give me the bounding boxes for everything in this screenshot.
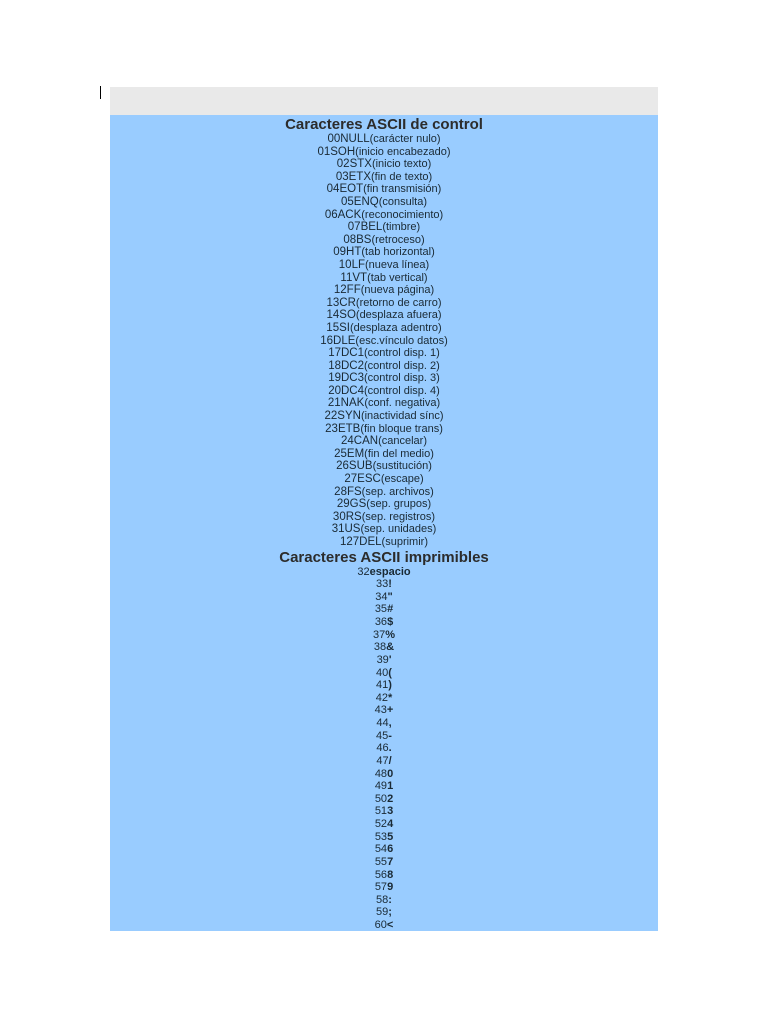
printable-char-code: 45 [376,729,389,742]
printable-char-code: 50 [374,792,388,805]
printable-char-code: 44 [376,717,389,730]
control-char-code: 28 [334,485,347,498]
control-char-row [110,259,658,272]
printable-char-glyph: ! [388,578,392,591]
control-char-abbr: EM [346,447,365,460]
printable-char-code: 32 [357,565,370,578]
control-char-desc: (fin de texto) [371,170,433,183]
control-char-desc: (esc.vínculo datos) [355,334,448,347]
control-char-code: 10 [338,258,352,271]
control-char-abbr: NULL [340,133,370,145]
control-char-code: 03 [335,170,349,183]
printable-char-glyph: ; [388,906,392,919]
printable-section-title: Caracteres ASCII imprimibles [279,548,489,566]
control-char-code: 22 [324,410,338,423]
control-char-row [110,460,658,473]
control-char-desc: (desplaza afuera) [355,309,442,322]
printable-char-code: 33 [376,578,389,591]
printable-char-glyph: 2 [387,792,394,805]
control-char-abbr: DC1 [340,347,364,360]
control-char-desc: (nueva línea) [365,258,430,271]
control-char-abbr: CAN [353,435,379,448]
control-char-abbr: ESC [357,473,381,486]
control-char-row [110,146,658,159]
control-char-desc: (retroceso) [371,233,425,246]
control-char-desc: (nueva página) [360,284,435,297]
printable-char-glyph: 6 [387,843,394,856]
control-char-abbr: GS [349,498,367,511]
control-char-abbr: BS [356,233,372,246]
control-char-abbr: SYN [337,410,361,423]
printable-char-glyph: , [388,717,392,730]
control-char-code: 11 [340,271,353,284]
control-char-row [110,221,658,234]
printable-char-row [110,780,658,793]
control-char-abbr: LF [351,258,365,271]
printable-char-row [110,742,658,755]
control-char-desc: (fin bloque trans) [360,422,443,435]
printable-char-row [110,793,658,806]
printable-char-code: 59 [376,906,389,919]
control-char-code: 19 [328,372,341,385]
printable-char-glyph: " [387,590,393,603]
control-char-abbr: FS [346,485,362,498]
printable-char-code: 41 [376,679,389,692]
control-char-code: 25 [334,447,347,460]
printable-char-glyph: # [387,603,394,616]
printable-char-row [110,578,658,591]
printable-char-row [110,869,658,882]
control-char-row [110,158,658,171]
printable-char-code: 56 [374,868,388,881]
printable-char-glyph: * [387,691,393,704]
control-char-row [110,523,658,536]
printable-char-glyph: 7 [387,855,394,868]
ascii-table [110,115,658,931]
printable-char-row [110,881,658,894]
control-char-row [110,309,658,322]
printable-char-glyph: / [388,754,392,767]
printable-char-row [110,906,658,919]
printable-char-glyph: 5 [387,830,394,843]
control-char-desc: (consulta) [378,195,427,208]
printable-char-row [110,616,658,629]
printable-char-glyph: ( [388,666,392,679]
control-char-abbr: SI [339,321,350,334]
control-char-code: 17 [328,347,341,360]
control-char-row [110,284,658,297]
printable-char-code: 43 [374,704,387,717]
control-char-row [110,196,658,209]
printable-char-row [110,566,658,579]
control-char-code: 00 [327,133,341,145]
printable-char-row [110,629,658,642]
printable-char-glyph: 1 [387,780,394,793]
printable-char-code: 57 [374,881,388,894]
control-char-row [110,297,658,310]
control-char-abbr: BEL [360,221,383,234]
control-char-row [110,486,658,499]
printable-char-glyph: 9 [387,881,394,894]
printable-char-glyph: . [388,742,392,755]
control-char-row [110,498,658,511]
control-char-code: 01 [317,145,331,158]
control-char-desc: (sep. registros) [361,510,436,523]
printable-char-glyph: : [388,893,392,906]
control-char-abbr: SO [339,309,356,322]
printable-char-glyph: 0 [387,767,394,780]
control-char-code: 12 [333,284,347,297]
printable-char-glyph: $ [387,616,394,629]
control-char-desc: (fin transmisión) [363,183,442,196]
control-char-row [110,246,658,259]
control-char-code: 14 [326,309,340,322]
printable-char-code: 36 [374,616,388,629]
control-char-row [110,209,658,222]
control-char-abbr: ETB [337,422,361,435]
printable-char-code: 55 [374,855,388,868]
printable-char-row [110,603,658,616]
control-char-row [110,397,658,410]
control-char-abbr: ACK [337,208,362,221]
control-char-row [110,410,658,423]
control-char-abbr: US [344,523,361,536]
control-char-desc: (retorno de carro) [355,296,442,309]
control-char-row [110,385,658,398]
printable-char-row [110,591,658,604]
control-char-code: 05 [340,195,354,208]
printable-char-row [110,641,658,654]
text-cursor [100,86,101,99]
control-char-abbr: HT [346,246,362,259]
control-char-row [110,448,658,461]
printable-char-glyph: ' [388,653,392,666]
printable-char-code: 51 [374,805,388,818]
control-char-abbr: DEL [359,536,382,548]
control-section-title: Caracteres ASCII de control [285,116,483,133]
control-char-code: 06 [324,208,338,221]
printable-char-row [110,717,658,730]
printable-char-code: 35 [374,603,388,616]
control-char-desc: (cancelar) [378,435,427,448]
printable-char-glyph: ) [388,679,392,692]
printable-char-row [110,692,658,705]
printable-char-row [110,919,658,931]
control-char-desc: (timbre) [382,221,421,234]
control-char-desc: (escape) [380,473,424,486]
control-char-abbr: NAK [340,397,365,410]
control-char-desc: (inicio texto) [371,158,432,171]
control-char-row [110,536,658,549]
printable-char-row [110,667,658,680]
printable-char-code: 39 [376,653,389,666]
control-char-abbr: DC2 [340,359,364,372]
control-char-abbr: DC3 [340,372,364,385]
control-char-code: 13 [326,296,340,309]
control-char-row [110,360,658,373]
control-char-desc: (sep. unidades) [360,523,437,536]
control-char-desc: (conf. negativa) [364,397,441,410]
printable-char-glyph: 3 [387,805,394,818]
printable-char-glyph: < [386,919,394,931]
printable-char-row [110,768,658,781]
control-char-row [110,372,658,385]
printable-char-code: 54 [374,843,388,856]
control-char-desc: (control disp. 2) [364,359,440,372]
printable-char-row [110,654,658,667]
control-char-abbr: STX [349,158,372,171]
control-char-code: 23 [325,422,338,435]
printable-char-row [110,831,658,844]
control-char-desc: (control disp. 3) [364,372,440,385]
control-char-desc: (desplaza adentro) [349,321,442,334]
printable-char-glyph: - [388,729,392,742]
control-char-list [110,133,658,549]
control-char-desc: (sep. grupos) [366,498,432,511]
printable-char-code: 37 [372,628,386,641]
printable-char-code: 52 [374,818,388,831]
printable-char-glyph: + [386,704,394,717]
control-char-code: 15 [326,321,340,334]
control-char-row [110,272,658,285]
printable-char-code: 34 [375,590,388,603]
printable-char-row [110,856,658,869]
control-char-abbr: DLE [333,334,356,347]
control-char-abbr: FF [346,284,361,297]
control-char-code: 18 [328,359,341,372]
control-char-code: 21 [327,397,341,410]
control-char-desc: (sep. archivos) [361,485,434,498]
control-char-abbr: VT [352,271,368,284]
printable-char-code: 49 [374,780,388,793]
control-char-code: 08 [343,233,357,246]
control-char-code: 04 [326,183,340,196]
control-char-code: 30 [332,510,346,523]
control-char-code: 24 [341,435,354,448]
control-char-row [110,423,658,436]
printable-char-glyph: 4 [387,818,394,831]
printable-char-glyph: & [386,641,395,654]
control-char-desc: (tab horizontal) [361,246,435,259]
printable-char-code: 46 [376,742,389,755]
printable-char-code: 40 [376,666,389,679]
control-char-abbr: RS [345,510,362,523]
control-char-code: 07 [347,221,361,234]
control-char-desc: (tab vertical) [367,271,428,284]
control-char-desc: (inactividad sínc) [360,410,444,423]
control-char-code: 127 [339,536,360,548]
control-char-desc: (fin del medio) [364,447,434,460]
control-char-desc: (sustitución) [372,460,432,473]
control-char-row [110,183,658,196]
printable-char-code: 38 [373,641,387,654]
control-char-row [110,322,658,335]
control-char-desc: (control disp. 4) [364,384,440,397]
printable-char-row [110,894,658,907]
printable-char-glyph: % [385,628,396,641]
control-char-row [110,435,658,448]
printable-char-row [110,818,658,831]
printable-char-code: 47 [376,754,389,767]
control-char-abbr: EOT [339,183,364,196]
control-char-desc: (reconocimiento) [361,208,444,221]
control-char-row [110,171,658,184]
control-char-row [110,473,658,486]
control-char-code: 02 [336,158,350,171]
printable-char-row [110,805,658,818]
control-char-desc: (inicio encabezado) [355,145,451,158]
control-char-code: 16 [320,334,334,347]
control-char-row [110,234,658,247]
control-char-abbr: ETX [348,170,372,183]
control-char-code: 09 [333,246,347,259]
control-char-desc: (suprimir) [381,536,428,548]
control-char-code: 20 [328,384,341,397]
control-char-row [110,511,658,524]
control-char-code: 31 [331,523,345,536]
printable-char-code: 58 [376,893,389,906]
printable-char-glyph: 8 [387,868,394,881]
control-char-abbr: ENQ [353,195,379,208]
control-char-desc: (carácter nulo) [369,133,441,145]
printable-char-code: 53 [374,830,388,843]
control-char-code: 29 [336,498,350,511]
printable-char-code: 48 [374,767,388,780]
header-bar [110,87,658,115]
control-char-code: 26 [336,460,349,473]
printable-char-row [110,843,658,856]
printable-char-row [110,679,658,692]
printable-char-list [110,566,658,931]
control-char-row [110,347,658,360]
control-char-row [110,133,658,146]
control-char-code: 27 [344,473,358,486]
control-char-desc: (control disp. 1) [364,347,440,360]
printable-char-code: 42 [375,691,388,704]
printable-char-code: 60 [374,919,387,931]
control-char-abbr: DC4 [340,384,364,397]
printable-char-glyph: espacio [369,565,411,578]
control-char-abbr: SOH [330,145,356,158]
control-char-abbr: SUB [348,460,373,473]
printable-char-row [110,755,658,768]
control-char-row [110,335,658,348]
printable-char-row [110,730,658,743]
control-char-abbr: CR [339,296,356,309]
printable-char-row [110,704,658,717]
